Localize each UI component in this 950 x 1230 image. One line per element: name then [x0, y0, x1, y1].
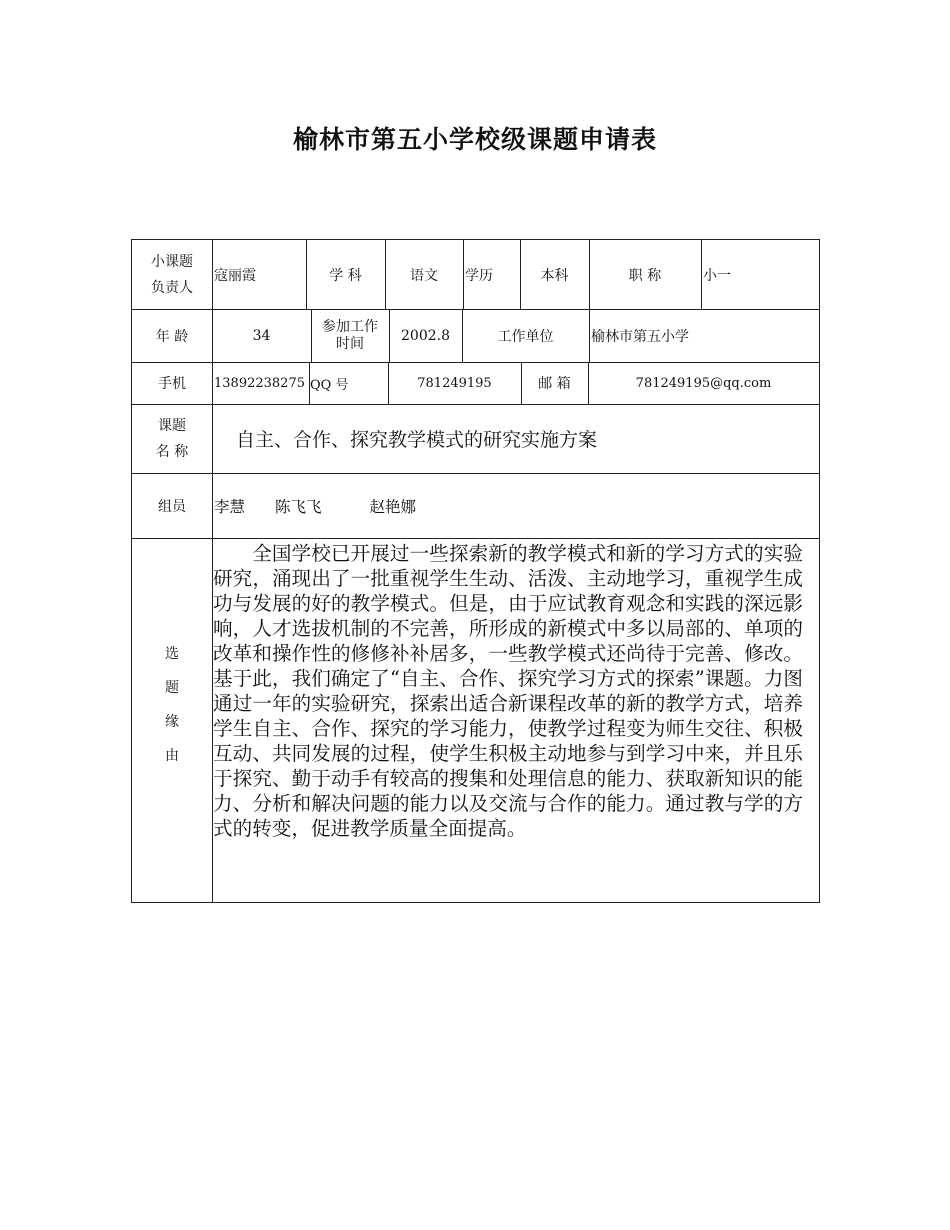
education-value: 本科	[540, 267, 569, 284]
reason-label	[132, 538, 212, 902]
page-title: 榆林市第五小学校级课题申请表	[292, 125, 657, 154]
topic-value: 自主、合作、探究教学模式的研究实施方案	[236, 429, 598, 451]
leader-label-line1: 小课题	[151, 253, 193, 270]
subject-value: 语文	[410, 267, 438, 284]
reason-paragraph: 全国学校已开展过一些探索新的教学模式和新的学习方式的实验研究，涌现出了一批重视学生生动、活泼、主动地学习，重视学生成功与发展的好的教学模式。但是，由于应试教育观念和实践的深远影响，人才选拔机制的不完善，所形成的新模式中多以局部的、单项的改革和操作性的修修补补居多，一些教学模式还尚待于完善、修改。基于此，我们确定了“自主、合作、探究学习方式的探索”课题。力图通过一年的实验研究，探索出适合新课程改革的新的教学方式，培养学生自主、合作、探究的学习能力，使教学过程变为师生交往、积极互动、共同发展的过程，使学生积极主动地参与到学习中来，并且乐于探究、勤于动手有较高的搜集和处理信息的能力、获取新知识的能力、分析和解决问题的能力以及交流与合作的能力。通过教与学的方式的转变，促进教学质量全面提高。	[213, 542, 803, 840]
row-divider	[132, 538, 819, 539]
member-name: 陈飞飞	[275, 497, 322, 516]
work-start-label-line2: 时间	[336, 335, 364, 352]
member-name: 李慧	[214, 497, 246, 516]
leader-value: 寇丽霞	[214, 267, 256, 284]
topic-label-line1: 课题	[158, 417, 186, 434]
leader-label-line2: 负责人	[151, 279, 193, 296]
employer-label: 工作单位	[497, 328, 554, 345]
topic-label-line2: 名 称	[155, 443, 189, 460]
phone-value: 13892238275	[214, 375, 305, 391]
professional-title-value: 小一	[703, 267, 731, 284]
member-name: 赵艳娜	[369, 497, 417, 516]
members-list	[212, 473, 819, 538]
topic-label	[132, 404, 212, 473]
reason-label-char: 由	[165, 748, 179, 764]
leader-label	[132, 240, 212, 309]
email-value: 781249195@qq.com	[635, 375, 772, 391]
professional-title-label: 职 称	[628, 267, 662, 284]
age-label: 年 龄	[155, 328, 189, 345]
age-value: 34	[252, 327, 271, 344]
qq-value: 781249195	[417, 375, 492, 391]
application-form	[131, 239, 820, 903]
reason-label-char: 缘	[165, 714, 179, 730]
phone-label: 手机	[158, 376, 186, 392]
reason-text	[213, 541, 803, 841]
education-label: 学历	[465, 267, 493, 284]
qq-label: QQ 号	[310, 377, 349, 393]
work-start-label	[311, 309, 389, 362]
work-start-value: 2002.8	[401, 327, 450, 344]
employer-value: 榆林市第五小学	[591, 328, 689, 345]
email-label: 邮 箱	[538, 376, 571, 392]
subject-label: 学 科	[329, 267, 362, 284]
reason-label-char: 题	[165, 680, 179, 696]
work-start-label-line1: 参加工作	[322, 318, 378, 335]
members-label: 组员	[158, 498, 186, 515]
reason-label-char: 选	[165, 646, 179, 662]
